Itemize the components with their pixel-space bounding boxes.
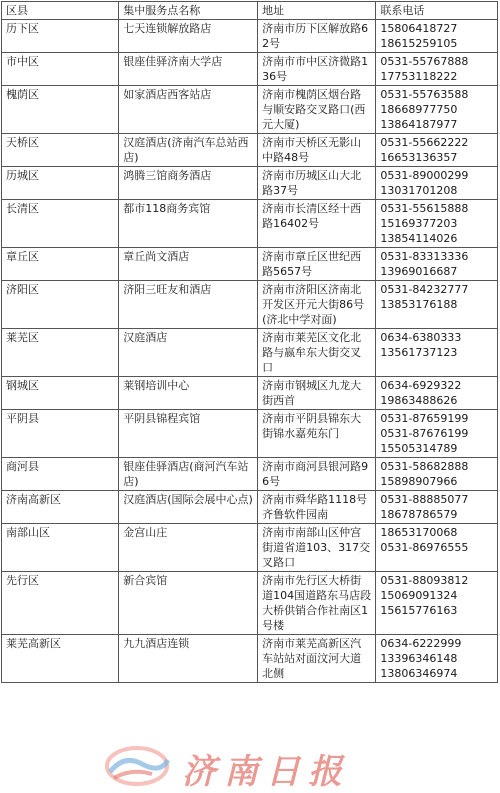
phone-cell [376, 281, 498, 329]
address-cell: 济南市长清区经十西路16402号 [258, 200, 376, 248]
address-cell: 济南市莱芜区文化北路与嬴牟东大街交叉口 [258, 329, 376, 377]
phone-number: 0531-83313336 [380, 250, 469, 263]
table-row [2, 134, 498, 167]
address-cell: 济南市市中区济微路136号 [258, 53, 376, 86]
district-cell: 长清区 [2, 200, 119, 248]
phone-number: 0531-87676199 [380, 427, 469, 440]
phone-number: 0531-55763588 [380, 88, 469, 101]
service-point-name-cell: 金宫山庄 [119, 524, 258, 572]
address-cell: 济南市商河县银河路96号 [258, 458, 376, 491]
district-cell: 平阴县 [2, 410, 119, 458]
header-address: 地址 [258, 2, 376, 20]
phone-number: 13031701208 [380, 184, 458, 197]
district-cell: 钢城区 [2, 377, 119, 410]
district-cell: 莱芜区 [2, 329, 119, 377]
phone-number: 15505314789 [380, 442, 458, 455]
service-point-name-cell: 汉庭酒店(济南汽车总站西店) [119, 134, 258, 167]
phone-number: 13853176188 [380, 298, 458, 311]
phone-cell [376, 635, 498, 683]
service-point-name-cell: 平阴县锦程宾馆 [119, 410, 258, 458]
district-cell: 历城区 [2, 167, 119, 200]
phone-number: 13396346148 [380, 652, 458, 665]
header-row [2, 2, 498, 20]
table-body [2, 20, 498, 683]
table-row [2, 572, 498, 635]
phone-number: 18615259105 [380, 37, 458, 50]
phone-number: 16653136357 [380, 151, 458, 164]
phone-number: 0634-6380333 [380, 331, 462, 344]
table-row [2, 410, 498, 458]
service-point-name-cell: 九九酒店连锁 [119, 635, 258, 683]
phone-cell [376, 458, 498, 491]
service-point-name-cell: 莱钢培训中心 [119, 377, 258, 410]
phone-number: 0531-88093812 [380, 574, 469, 587]
address-cell: 济南市先行区大桥街道104国道路东马店段大桥供销合作社南区1号楼 [258, 572, 376, 635]
phone-number: 0531-89000299 [380, 169, 469, 182]
watermark-logo [102, 740, 402, 790]
phone-cell [376, 524, 498, 572]
table-row [2, 86, 498, 134]
phone-number: 15169377203 [380, 217, 458, 230]
phone-number: 0531-55662222 [380, 136, 469, 149]
phone-number: 18653170068 [380, 526, 458, 539]
district-cell: 先行区 [2, 572, 119, 635]
service-point-name-cell: 银座佳驿济南大学店 [119, 53, 258, 86]
service-point-name-cell: 汉庭酒店 [119, 329, 258, 377]
service-point-name-cell: 新合宾馆 [119, 572, 258, 635]
phone-cell [376, 86, 498, 134]
service-point-name-cell: 七天连锁解放路店 [119, 20, 258, 53]
phone-number: 0531-84232777 [380, 283, 469, 296]
phone-number: 0531-87659199 [380, 412, 469, 425]
address-cell: 济南市钢城区九龙大街西首 [258, 377, 376, 410]
watermark-wave-icon [102, 742, 172, 788]
phone-number: 15806418727 [380, 22, 458, 35]
address-cell: 济南市南部山区仲宫街道省道103、317交叉路口 [258, 524, 376, 572]
phone-number: 0634-6929322 [380, 379, 462, 392]
address-cell: 济南市章丘区世纪西路5657号 [258, 248, 376, 281]
phone-number: 0531-58682888 [380, 460, 469, 473]
district-cell: 商河县 [2, 458, 119, 491]
phone-number: 13864187977 [380, 118, 458, 131]
phone-number: 15069091324 [380, 589, 458, 602]
service-point-name-cell: 汉庭酒店(国际会展中心点) [119, 491, 258, 524]
phone-cell [376, 329, 498, 377]
table-row [2, 281, 498, 329]
table-row [2, 329, 498, 377]
header-district: 区县 [2, 2, 119, 20]
district-cell: 济南高新区 [2, 491, 119, 524]
phone-number: 0531-55767888 [380, 55, 469, 68]
phone-cell [376, 134, 498, 167]
district-cell: 天桥区 [2, 134, 119, 167]
service-point-name-cell: 银座佳驿酒店(商河汽车站店) [119, 458, 258, 491]
table-row [2, 635, 498, 683]
header-phone: 联系电话 [376, 2, 498, 20]
table-row [2, 167, 498, 200]
table-row [2, 524, 498, 572]
phone-cell [376, 53, 498, 86]
service-points-table [1, 1, 498, 683]
phone-number: 13561737123 [380, 346, 458, 359]
watermark-text: 济南日报 [182, 752, 350, 792]
table-row [2, 20, 498, 53]
district-cell: 莱芜高新区 [2, 635, 119, 683]
phone-number: 0531-55615888 [380, 202, 469, 215]
service-point-name-cell: 如家酒店西客站店 [119, 86, 258, 134]
address-cell: 济南市济阳区济南北开发区开元大街86号(济北中学对面) [258, 281, 376, 329]
district-cell: 历下区 [2, 20, 119, 53]
phone-number: 13806346974 [380, 667, 458, 680]
service-point-name-cell: 济阳三旺友和酒店 [119, 281, 258, 329]
table-row [2, 377, 498, 410]
district-cell: 槐荫区 [2, 86, 119, 134]
phone-cell [376, 248, 498, 281]
phone-cell [376, 377, 498, 410]
phone-number: 18678786579 [380, 508, 458, 521]
district-cell: 章丘区 [2, 248, 119, 281]
address-cell: 济南市平阴县锦东大街锦水嘉苑东门 [258, 410, 376, 458]
district-cell: 南部山区 [2, 524, 119, 572]
service-point-name-cell: 鸿腾三馆商务酒店 [119, 167, 258, 200]
table-row [2, 491, 498, 524]
address-cell: 济南市历城区山大北路37号 [258, 167, 376, 200]
phone-number: 17753118222 [380, 70, 458, 83]
header-name: 集中服务点名称 [119, 2, 258, 20]
phone-number: 13854114026 [380, 232, 458, 245]
phone-cell [376, 410, 498, 458]
phone-cell [376, 200, 498, 248]
table-row [2, 458, 498, 491]
address-cell: 济南市历下区解放路62号 [258, 20, 376, 53]
district-cell: 市中区 [2, 53, 119, 86]
address-cell: 济南市天桥区无影山中路48号 [258, 134, 376, 167]
service-point-name-cell: 章丘尚文酒店 [119, 248, 258, 281]
phone-number: 0531-86976555 [380, 541, 469, 554]
phone-number: 15898907966 [380, 475, 458, 488]
address-cell: 济南市槐荫区烟台路与顺安路交叉路口(西元大厦) [258, 86, 376, 134]
address-cell: 济南市莱芜高新区汽车站站对面汶河大道北侧 [258, 635, 376, 683]
phone-cell [376, 20, 498, 53]
phone-cell [376, 572, 498, 635]
phone-cell [376, 491, 498, 524]
table-row [2, 53, 498, 86]
phone-cell [376, 167, 498, 200]
phone-number: 0634-6222999 [380, 637, 462, 650]
phone-number: 19863488626 [380, 394, 458, 407]
phone-number: 15615776163 [380, 604, 458, 617]
phone-number: 18668977750 [380, 103, 458, 116]
district-cell: 济阳区 [2, 281, 119, 329]
service-point-name-cell: 都市118商务宾馆 [119, 200, 258, 248]
phone-number: 0531-88885077 [380, 493, 469, 506]
table-row [2, 200, 498, 248]
address-cell: 济南市舜华路1118号齐鲁软件园南 [258, 491, 376, 524]
phone-number: 13969016687 [380, 265, 458, 278]
table-row [2, 248, 498, 281]
